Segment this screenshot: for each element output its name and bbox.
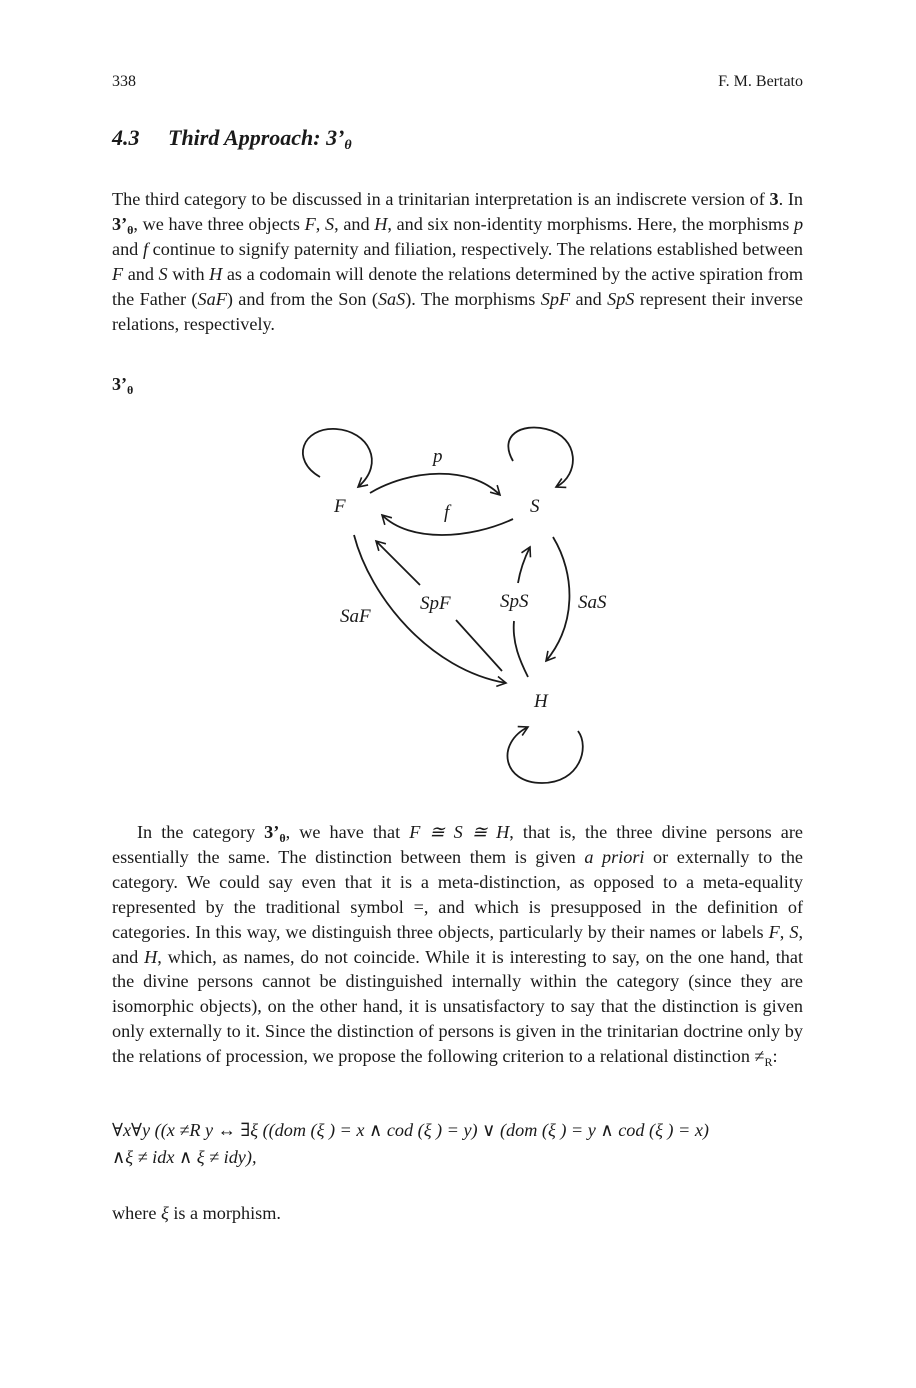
section-number: 4.3 [112, 125, 140, 150]
edge-label-f: f [444, 502, 450, 523]
identity-loop-S [508, 427, 573, 487]
paragraph-closing: where ξ is a morphism. [112, 1203, 281, 1223]
node-F: F [334, 496, 346, 517]
edge-SpF-tail [456, 620, 502, 671]
formula [112, 1117, 812, 1171]
category-diagram [290, 415, 630, 800]
node-H: H [534, 691, 548, 712]
running-author: F. M. Bertato [718, 73, 803, 90]
edge-label-SaS: SaS [578, 592, 607, 613]
node-S: S [530, 496, 540, 517]
formula-line-1: ∀x∀y ((x ≠R y ↔ ∃ξ ((dom (ξ ) = x ∧ cod (ξ ) = y) ∨ (dom (ξ ) = y ∧ cod (ξ ) = x) [112, 1120, 709, 1140]
section-heading [112, 124, 352, 160]
section-title: Third Approach: 3’ [168, 125, 345, 150]
identity-loop-H [507, 727, 582, 783]
edge-SaS [546, 537, 569, 661]
edge-SpF [376, 541, 420, 585]
edge-p [370, 474, 500, 495]
edge-label-p: p [433, 446, 443, 467]
edge-label-SaF: SaF [340, 606, 371, 627]
edge-label-SpS: SpS [500, 591, 529, 612]
identity-loop-F [303, 429, 372, 487]
edge-SpS-tail [514, 621, 528, 677]
page-number: 338 [112, 73, 136, 90]
formula-line-2: ∧ξ ≠ idx ∧ ξ ≠ idy), [112, 1147, 257, 1167]
paragraph-discussion: In the category $3’_\theta$, we have that F ≅ S ≅ H, that is, the three divine persons are essentially the same. The distinction between them is given a priori or externally to the category. We could say even that it is a meta-distinction, as opposed to a meta-equality represented by the traditional symbol =, and which is presupposed in the definition of categories. In this way, we distinguish three objects, particularly by their names or labels F, S, and H, which, as names, do not coincide. While it is interesting to say, on the one hand, that the divine persons cannot be distinguished internally within the category (since they are isomorphic objects), on the other hand, it is unsatisfactory to say that the distinction is given only externally to it. Since the distinction of persons is given in the trinitarian doctrine only by the relations of procession, we propose the following criterion to a relational distinction $\ne_R$: [112, 822, 804, 1070]
edge-SpS [518, 547, 530, 583]
paragraph-intro: The third category to be discussed in a trinitarian interpretation is an indiscrete version of 3. In $3’_\theta$, we have three objects F, S, and H, and six non-identity morphisms. Here, the morphisms p and f continue to signify paternity and filiation, respectively. The relations established between F and S with H as a codomain will denote the relations determined by the active spiration from the Father (SaF) and from the Son (SaS). The morphisms SpF and SpS represent their inverse relations, respectively. [112, 189, 804, 334]
section-title-subscript: θ [344, 138, 352, 153]
figure-label: $3’_\theta$ [112, 374, 134, 397]
edge-label-SpF: SpF [420, 593, 451, 614]
